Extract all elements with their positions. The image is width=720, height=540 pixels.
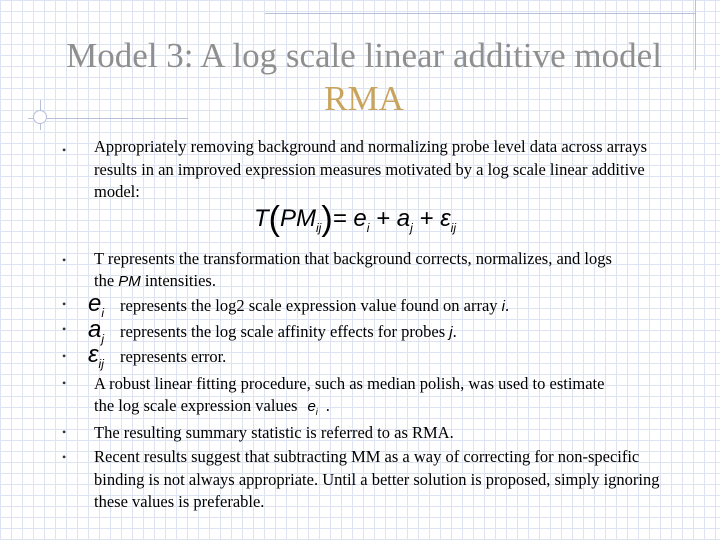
symbol-e: e	[88, 290, 102, 317]
text-segment: .	[325, 396, 330, 415]
formula-T: T	[254, 205, 269, 232]
bullet-marker: •	[62, 143, 67, 157]
bullet-text-recent-results: Recent results suggest that subtracting MM as a way of correcting for non-specific binding is not always appropriate. Until a better solution is proposed, simply ignoring these values is preferable.	[94, 447, 660, 511]
formula-PM: PM	[280, 205, 316, 232]
slide-title	[20, 34, 708, 120]
bullet-marker: •	[62, 450, 67, 464]
formula-close-paren: )	[321, 200, 333, 238]
formula-sub-ij: ij	[316, 220, 322, 235]
formula-sub-ij-2: ij	[450, 220, 456, 235]
bullet-text-transform-1: T represents the transformation that background corrects, normalizes, and logs	[94, 249, 612, 268]
bullet-text-transform-2	[94, 270, 669, 294]
text-segment: .	[505, 296, 510, 315]
symbol-e: e	[307, 398, 316, 415]
bullet-text-fitting-2	[94, 395, 669, 424]
bullet-marker: •	[62, 425, 67, 439]
bullet-text-rma-summary: The resulting summary statistic is referred to as RMA.	[94, 423, 454, 442]
bullet-marker: •	[62, 322, 67, 336]
text-segment: .	[452, 322, 457, 341]
inline-symbol-e-i	[307, 398, 317, 415]
text-em-pm: PM	[118, 273, 141, 290]
text-segment: represents the log2 scale expression value found on array	[120, 296, 502, 315]
formula-plus-epsilon: + ε	[412, 205, 451, 232]
formula-open-paren: (	[268, 200, 280, 238]
formula-plus-a: + a	[369, 205, 411, 232]
text-segment: the	[94, 271, 119, 290]
bullet-text-affinity	[120, 321, 695, 345]
bullet-marker: •	[62, 376, 67, 390]
symbol-epsilon-ij	[88, 343, 104, 376]
decorative-top-line	[265, 13, 695, 14]
symbol-a-sub: j	[101, 331, 105, 346]
symbol-a: a	[88, 316, 102, 343]
symbol-e-sub: i	[101, 305, 105, 320]
bullet-text-fitting-1: A robust linear fitting procedure, such as median polish, was used to estimate	[94, 374, 605, 393]
symbol-epsilon: ε	[88, 341, 99, 368]
bullet-marker: •	[62, 349, 67, 363]
text-em-j: j	[449, 324, 453, 341]
bullet-marker: •	[62, 297, 67, 311]
bullet-text-expression	[120, 295, 695, 319]
text-segment: intensities.	[140, 271, 216, 290]
symbol-e-sub: i	[315, 407, 318, 417]
text-segment: the log scale expression values	[94, 396, 298, 415]
bullet-text-model: Appropriately removing background and normalizing probe level data across arrays results in an improved expression measures motivated by a log scale linear additive model:	[94, 137, 648, 201]
formula-eq-e: = e	[332, 205, 367, 232]
symbol-epsilon-sub: ij	[98, 356, 104, 371]
formula-sub-i: i	[366, 220, 370, 235]
bullet-text-error: represents error.	[120, 347, 227, 366]
title-line-1: Model 3: A log scale linear additive model	[66, 36, 662, 75]
text-segment: represents the log scale affinity effects for probes	[120, 322, 450, 341]
formula-sub-j: j	[410, 220, 413, 235]
title-line-2: RMA	[324, 79, 404, 118]
text-em-i: i	[501, 298, 506, 315]
bullet-marker: •	[62, 253, 67, 267]
model-formula	[254, 196, 504, 238]
